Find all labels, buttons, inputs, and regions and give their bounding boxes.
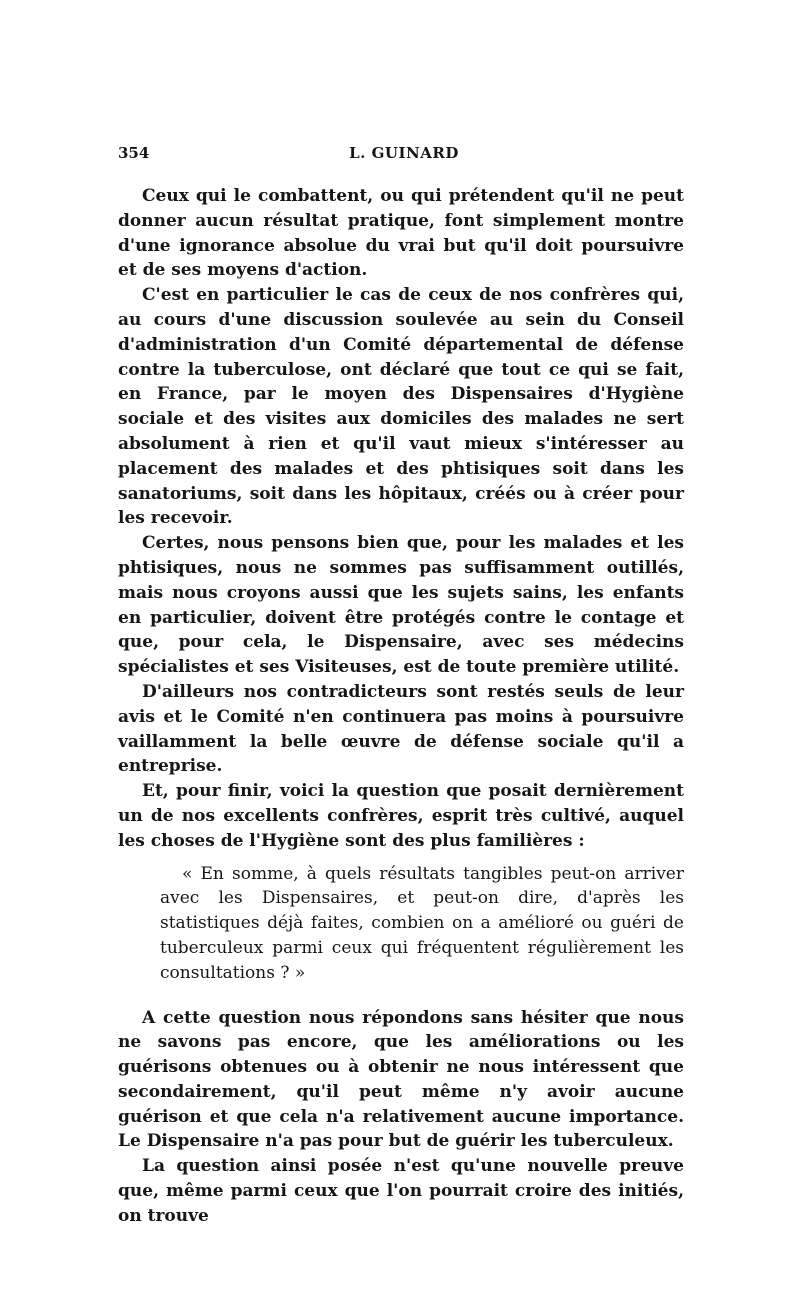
paragraph: D'ailleurs nos contradicteurs sont restés seuls de leur avis et le Comité n'en continuera pas moins à poursuivre vaillamment la belle œuvre de défense sociale qu'il a entreprise. [118,681,684,777]
page-number: 354 [118,144,150,162]
running-title: L. GUINARD [349,144,459,162]
paragraph: Certes, nous pensons bien que, pour les malades et les phtisiques, nous ne sommes pas suffisamment outillés, mais nous croyons aussi que les sujets sains, les enfants en particulier, doivent être protégés contre le contage et que, pour cela, le Dispensaire, avec ses médecins spécialistes et ses Visiteuses, est de toute première utilité. [118,533,684,678]
running-head [118,144,690,168]
block-quote: « En somme, à quels résultats tangibles peut-on arriver avec les Dispensaires, et peut-on dire, d'après les statistiques déjà faites, combien on a amélioré ou guéri de tuberculeux parmi ceux qui fréquentent régulièrement les consultations ? » [160,863,684,983]
paragraph: La question ainsi posée n'est qu'une nouvelle preuve que, même parmi ceux que l'on pourrait croire des initiés, on trouve [118,1156,684,1226]
paragraph: A cette question nous répondons sans hésiter que nous ne savons pas encore, que les améliorations ou les guérisons obtenues ou à obtenir ne nous intéressent que secondairement, qu'il peut même n'y avoir aucune guérison et que cela n'a relativement aucune importance. Le Dispensaire n'a pas pour but de guérir les tuberculeux. [118,1007,684,1152]
paragraph: Ceux qui le combattent, ou qui prétendent qu'il ne peut donner aucun résultat pratique, font simplement montre d'une ignorance absolue du vrai but qu'il doit poursuivre et de ses moyens d'action. [118,186,684,281]
paragraph: Et, pour finir, voici la question que posait dernièrement un de nos excellents confrères, esprit très cultivé, auquel les choses de l'Hygiène sont des plus familières : [118,781,684,851]
body-text [118,184,684,1229]
paragraph: C'est en particulier le cas de ceux de nos confrères qui, au cours d'une discussion soulevée au sein du Conseil d'administration d'un Comité départemental de défense contre la tuberculose, ont déclaré que tout ce qui se fait, en France, par le moyen des Dispensaires d'Hygiène sociale et des visites aux domiciles des malades ne sert absolument à rien et qu'il vaut mieux s'intéresser au placement des malades et des phtisiques soit dans les sanatoriums, soit dans les hôpitaux, créés ou à créer pour les recevoir. [118,285,684,529]
